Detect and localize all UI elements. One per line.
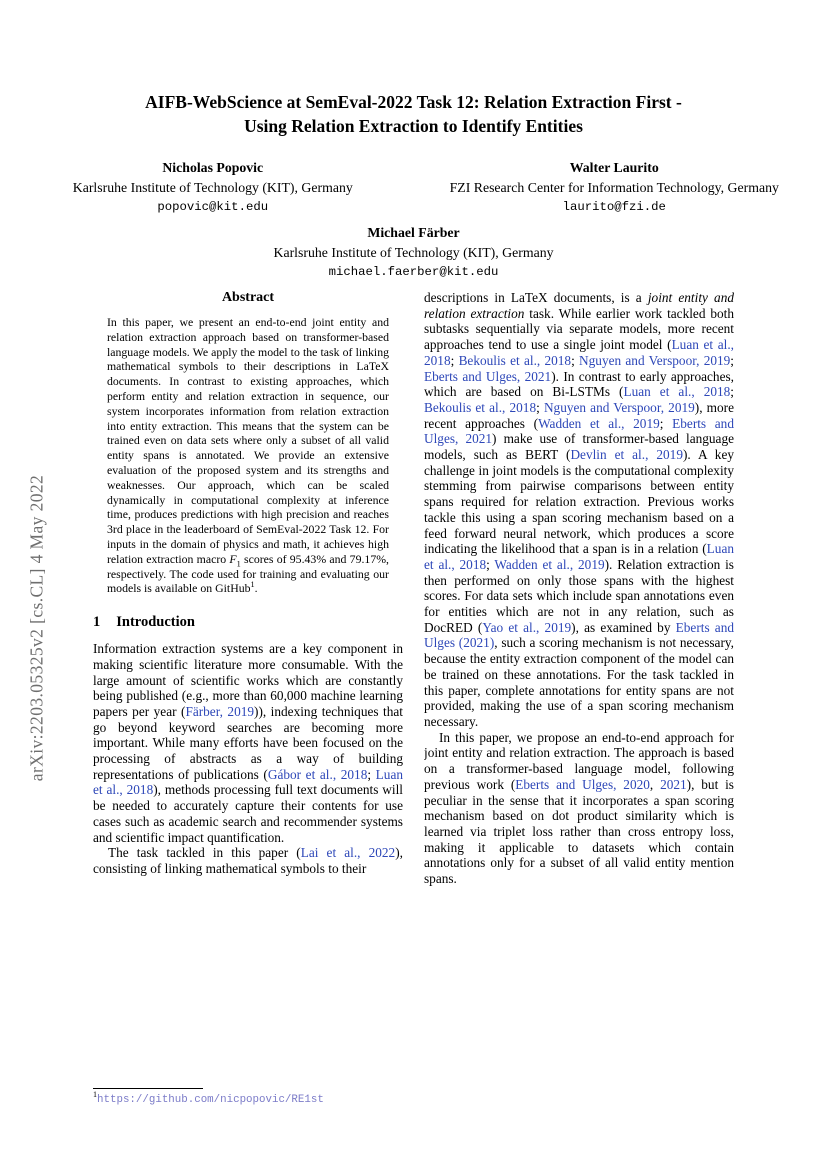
intro-paragraph-2 xyxy=(93,845,403,876)
subscript: 1 xyxy=(236,559,241,569)
citation-link[interactable]: Yao et al., 2019 xyxy=(482,619,572,635)
text-run: ) make use of transformer-based language models, such as BERT ( xyxy=(424,431,734,463)
authors-row xyxy=(0,158,827,217)
text-run: , such a scoring mechanism is not necessary, because the entity extraction component of the model can be trained on these annotations. For the task tackled in this paper, complete annotations for entity spans are not provided, making the use of a span scoring mechanism necessary. xyxy=(424,635,734,729)
citation-link[interactable]: Wadden et al., 2019 xyxy=(538,415,660,431)
citation-link[interactable]: Bekoulis et al., 2018 xyxy=(458,352,572,368)
author-block-2 xyxy=(414,158,816,217)
citation-link[interactable]: Bekoulis et al., 2018 xyxy=(424,399,537,415)
author-name: Nicholas Popovic xyxy=(162,160,264,175)
citation-link[interactable]: Luan et al., 2018 xyxy=(623,384,731,400)
citation-link[interactable]: Eberts and Ulges, 2020 xyxy=(515,776,650,792)
text-run: ), as examined by xyxy=(571,619,676,635)
text-run: ). Relation extraction is then performed on only those spans with the highest scores. For data sets which include span annotations even for entities which are not in any relation, such as DocRED ( xyxy=(424,556,734,635)
citation-link[interactable]: Gábor et al., 2018 xyxy=(267,766,368,782)
text-run: ; xyxy=(659,415,673,431)
text-run: ; xyxy=(730,352,734,368)
title-line-2: Using Relation Extraction to Identify Entities xyxy=(244,116,583,136)
text-run: ; xyxy=(730,384,734,400)
text-run: ; xyxy=(536,399,544,415)
text-run: ), methods processing full text documents will be needed to accurately capture their contents for use cases such as academic search and recommender systems and scientific impact quantification. xyxy=(93,782,403,845)
text-run: The task tackled in this paper ( xyxy=(108,845,301,861)
paper-title xyxy=(0,0,827,138)
section-title: Introduction xyxy=(116,614,195,631)
right-column xyxy=(424,290,734,1108)
text-run: ). A key challenge in joint models is the computational complexity stemming from pairwise comparisons between entity spans required for relation extraction. Previous works tackle this using a span scoring mechanism based on a feed forward neural network, which produces a score indicating the likelihood that a span is in a relation ( xyxy=(424,447,734,557)
footnote-text xyxy=(93,1090,403,1106)
left-column xyxy=(93,290,403,1108)
text-run: ; xyxy=(486,556,495,572)
text-run: In this paper, we present an end-to-end joint entity and relation extraction approach based on transformer-based language models. We apply the model to the task of linking mathematical symbols to their descriptions in LaTeX documents. In contrast to existing approaches, which perform entity and relation extraction in sequence, our system incorporates information from relation extraction into entity extraction. This means that the system can be trained even on data sets where only a subset of all valid entity spans is annotated. We provide an extensive evaluation of the proposed system and its strengths and weaknesses. Our approach, which can be scaled dynamically in computational complexity at inference time, produces predictions with high precision and reaches 3rd place in the leaderboard of SemEval-2022 Task 12. For inputs in the domain of physics and math, it achieves high relation extraction macro xyxy=(107,315,389,566)
text-run: ; xyxy=(367,766,376,782)
citation-link[interactable]: Devlin et al., 2019 xyxy=(570,447,683,463)
section-heading-introduction xyxy=(93,614,403,631)
author-email: laurito@fzi.de xyxy=(562,200,666,214)
text-run: ), more recent approaches ( xyxy=(424,399,734,431)
citation-link[interactable]: Luan et al., 2018 xyxy=(424,541,734,572)
right-paragraph-1 xyxy=(424,290,734,730)
text-run: ). In contrast to early approaches, which are based on Bi-LSTMs ( xyxy=(424,368,734,400)
author-affiliation: FZI Research Center for Information Technology, Germany xyxy=(449,180,779,195)
text-run: )), indexing techniques that go beyond keyword searches are becoming more important. While many efforts have been focused on the processing of abstracts as a way of building representations of publications ( xyxy=(93,703,403,782)
citation-link[interactable]: Nguyen and Verspoor, 2019 xyxy=(543,399,695,415)
citation-link[interactable]: Luan et al., 2018 xyxy=(424,337,734,368)
section-number: 1 xyxy=(93,614,101,631)
footnote-rule xyxy=(93,1088,203,1089)
citation-link[interactable]: Lai et al., 2022 xyxy=(300,845,396,861)
text-run: F xyxy=(229,551,237,566)
intro-paragraph-1 xyxy=(93,641,403,845)
footnote xyxy=(93,1088,403,1108)
abstract-paragraph xyxy=(107,315,389,596)
citation-link[interactable]: Färber, 2019 xyxy=(185,703,255,719)
author-name: Michael Färber xyxy=(367,225,460,240)
text-run: scores of 95.43% and 79.17%, respectively. The code used for training and evaluating our models is available on GitHub xyxy=(107,551,389,596)
author-affiliation: Karlsruhe Institute of Technology (KIT), Germany xyxy=(273,245,554,260)
author-name: Walter Laurito xyxy=(569,160,659,175)
text-run: ), but is peculiar in the sense that it incorporates a span scoring mechanism based on dot product similarity which is learned via triplet loss rather than cross entropy loss, making it applicable to datasets which contain annotations only for a subset of all valid entity mention spans. xyxy=(424,776,734,887)
text-run: ; xyxy=(571,352,580,368)
text-run: . xyxy=(254,581,258,596)
text-run: joint entity and relation extraction xyxy=(424,290,734,321)
citation-link[interactable]: Nguyen and Verspoor, 2019 xyxy=(579,352,731,368)
text-run: , xyxy=(649,776,661,792)
citation-link[interactable]: Wadden et al., 2019 xyxy=(494,556,605,572)
two-column-body xyxy=(93,290,734,1108)
author-affiliation: Karlsruhe Institute of Technology (KIT), Germany xyxy=(72,180,353,195)
citation-link[interactable]: Eberts and Ulges (2021) xyxy=(424,619,734,651)
text-run: ; xyxy=(450,352,459,368)
right-paragraph-2 xyxy=(424,730,734,887)
citation-link[interactable]: Eberts and Ulges, 2021 xyxy=(424,415,734,447)
text-run: Information extraction systems are a key component in making scientific literature more consumable. With the large amount of scientific works which are constantly being published (e.g., more than 60,000 machine learning papers per year ( xyxy=(93,641,403,719)
text-run: ), consisting of linking mathematical symbols to their xyxy=(93,845,403,876)
text-run: In this paper, we propose an end-to-end approach for joint entity and relation extraction. The approach is based on a transformer-based language model, following previous work ( xyxy=(424,729,734,792)
text-run: task. While earlier work tackled both subtasks sequentially via separate models, more recent approaches tend to use a single joint model ( xyxy=(424,305,734,353)
author-email: michael.faerber@kit.edu xyxy=(328,265,499,279)
author-block-3 xyxy=(0,223,827,282)
citation-link[interactable]: 2021 xyxy=(660,776,687,792)
citation-link[interactable]: Luan et al., 2018 xyxy=(93,766,403,798)
footnote-marker: 1 xyxy=(93,1090,98,1100)
citation-link[interactable]: Eberts and Ulges, 2021 xyxy=(424,368,552,384)
title-line-1: AIFB-WebScience at SemEval-2022 Task 12: Relation Extraction First - xyxy=(145,92,682,112)
superscript: 1 xyxy=(250,580,255,590)
text-run: descriptions in LaTeX documents, is a xyxy=(424,290,648,305)
author-block-1 xyxy=(12,158,414,217)
arxiv-stamp: arXiv:2203.05325v2 [cs.CL] 4 May 2022 xyxy=(26,474,47,782)
github-link[interactable]: https://github.com/nicpopovic/RE1st xyxy=(97,1094,324,1106)
author-email: popovic@kit.edu xyxy=(157,200,269,214)
abstract-heading: Abstract xyxy=(221,290,275,305)
